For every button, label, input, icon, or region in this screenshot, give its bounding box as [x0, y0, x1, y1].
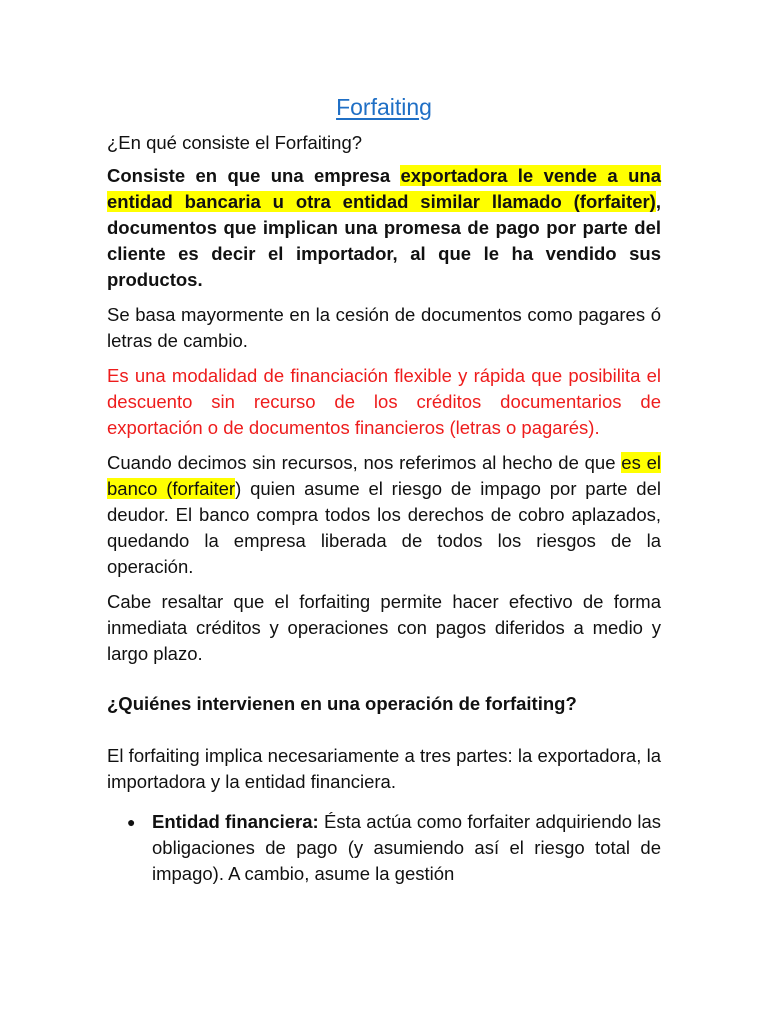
bullet-icon: ● [127, 814, 136, 830]
document-title: Forfaiting [336, 94, 432, 120]
basis-paragraph: Se basa mayormente en la cesión de documentos como pagares ó letras de cambio. [107, 304, 661, 351]
list-item-text: Ésta actúa como forfaiter adquiriendo las obligaciones de pago (y asumiendo así el riesgo total de impago). A cambio, asume la gestión [152, 811, 661, 884]
parties-paragraph: El forfaiting implica necesariamente a tres partes: la exportadora, la importadora y la entidad financiera. [107, 745, 661, 792]
recourse-text-a: Cuando decimos sin recursos, nos referimos al hecho de que [107, 452, 622, 473]
definition-text-a: Consiste en que una empresa [107, 165, 401, 186]
definition-highlight: exportadora le vende a una entidad bancaria u otra entidad similar llamado (forfaiter) [107, 165, 661, 212]
list-item-label: Entidad financiera: [152, 811, 319, 832]
parties-list [107, 809, 661, 887]
recourse-text-b: ) quien asume el riesgo de impago por parte del deudor. El banco compra todos los derechos de cobro aplazados, quedando la empresa liberada de todos los riesgos de la operación. [107, 478, 661, 577]
list-item [107, 809, 661, 887]
modality-paragraph: Es una modalidad de financiación flexible y rápida que posibilita el descuento sin recurso de los créditos documentarios de exportación o de documentos financieros (letras o pagarés). [107, 365, 661, 438]
without-recourse-paragraph [107, 450, 661, 580]
document-body [107, 92, 661, 887]
question-what-is: ¿En qué consiste el Forfaiting? [107, 132, 363, 153]
question-who-participates: ¿Quiénes intervienen en una operación de forfaiting? [107, 693, 577, 714]
definition-paragraph [107, 163, 661, 293]
highlight-note-paragraph: Cabe resaltar que el forfaiting permite hacer efectivo de forma inmediata créditos y operaciones con pagos diferidos a medio y largo plazo. [107, 591, 661, 664]
recourse-highlight: es el banco (forfaiter [107, 452, 662, 499]
definition-text-b: , documentos que implican una promesa de pago por parte del cliente es decir el importador, al que le ha vendido sus productos. [107, 191, 661, 290]
